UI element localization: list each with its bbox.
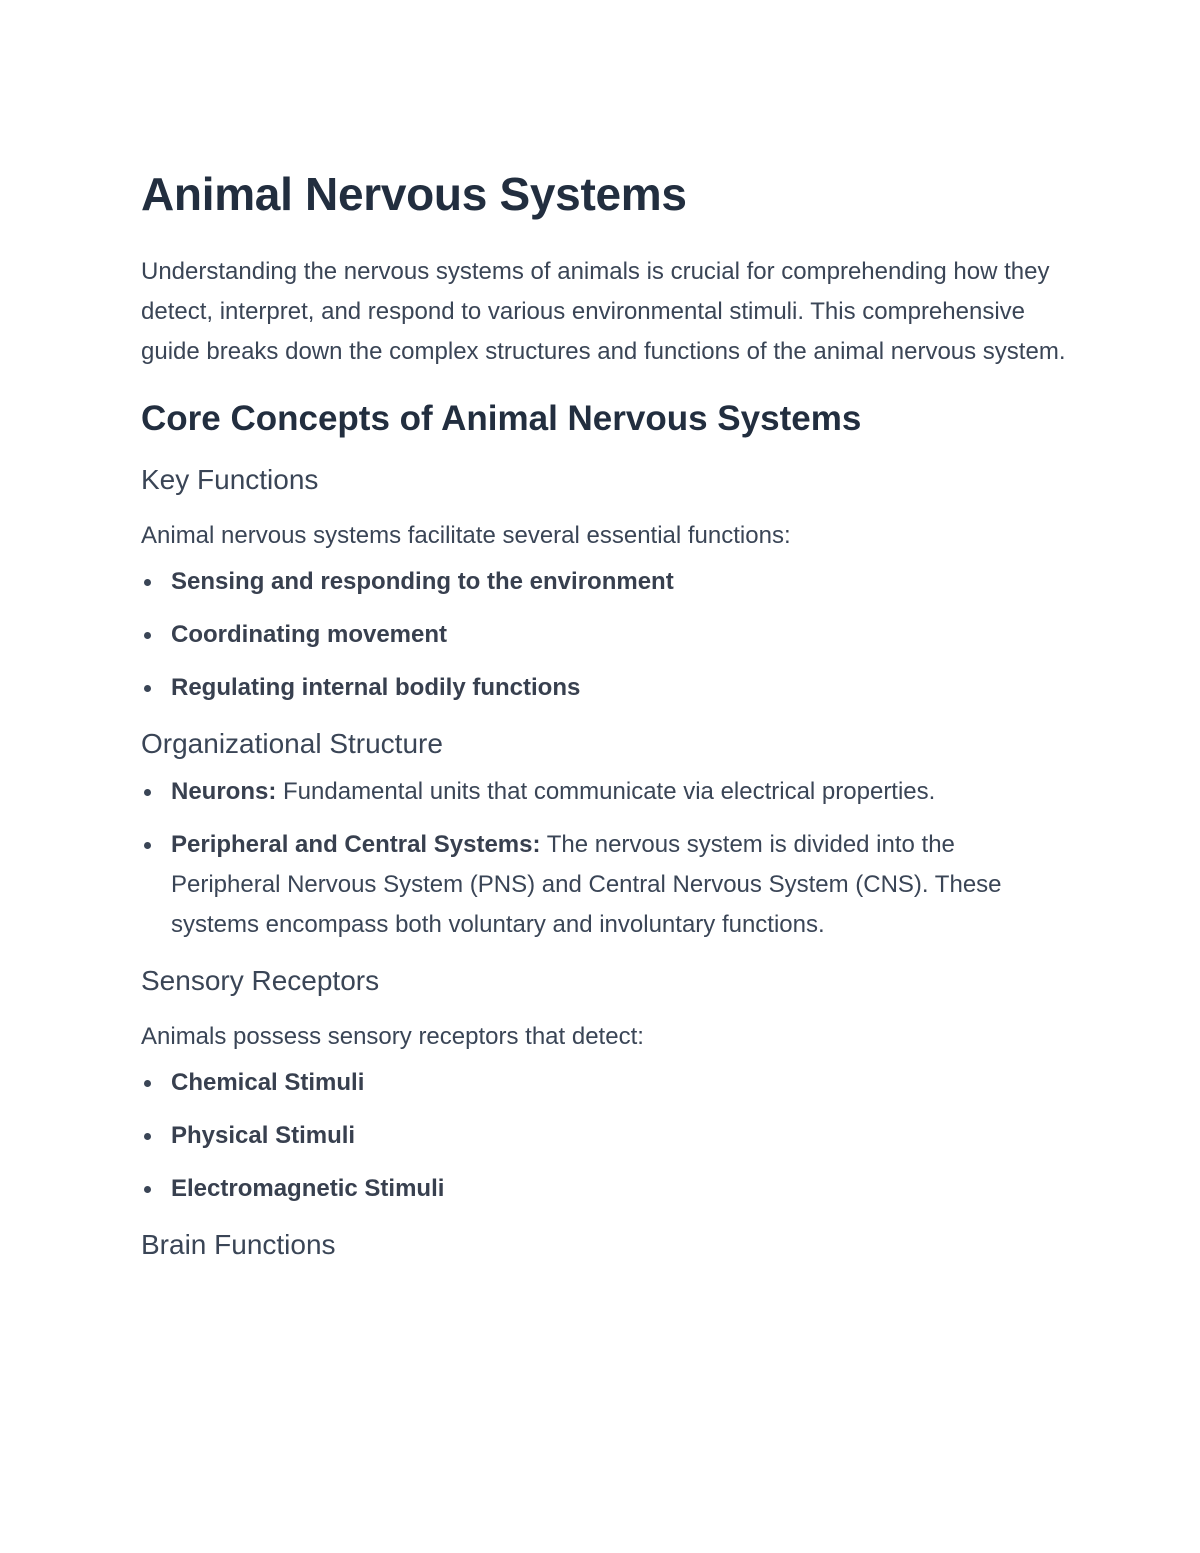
- list-item-text: Regulating internal bodily functions: [171, 674, 581, 701]
- list-item: [141, 825, 1041, 945]
- subheading-sensory-receptors: Sensory Receptors: [141, 965, 380, 996]
- list-item-text: Physical Stimuli: [171, 1122, 356, 1149]
- bullet-icon: [144, 1080, 151, 1087]
- key-functions-lead: Animal nervous systems facilitate several essential functions:: [141, 522, 791, 549]
- list-item: [141, 615, 1071, 655]
- bullet-icon: [144, 842, 151, 849]
- bullet-icon: [144, 579, 151, 586]
- subheading-organizational-structure: Organizational Structure: [141, 728, 443, 759]
- list-item-text: Chemical Stimuli: [171, 1069, 365, 1096]
- list-item-text: Electromagnetic Stimuli: [171, 1175, 445, 1202]
- sensory-receptors-lead: Animals possess sensory receptors that detect:: [141, 1023, 644, 1050]
- list-item-text: Coordinating movement: [171, 621, 448, 648]
- bullet-icon: [144, 1186, 151, 1193]
- list-item: [141, 1116, 1071, 1156]
- list-item-text: Sensing and responding to the environment: [171, 568, 674, 595]
- bullet-icon: [144, 632, 151, 639]
- bullet-icon: [144, 685, 151, 692]
- key-functions-list: [141, 562, 1071, 708]
- document-page: [141, 164, 1071, 1267]
- subheading-brain-functions: Brain Functions: [141, 1229, 336, 1260]
- list-item: [141, 1063, 1071, 1103]
- list-item-term: Neurons:: [171, 778, 277, 805]
- bullet-icon: [144, 1133, 151, 1140]
- list-item-text: The nervous system is divided into the Peripheral Nervous System (PNS) and Central Nervous System (CNS). These systems encompass both voluntary and involuntary functions.: [171, 831, 1002, 938]
- section-heading-core-concepts: Core Concepts of Animal Nervous Systems: [141, 399, 862, 438]
- page-title: Animal Nervous Systems: [141, 168, 687, 220]
- list-item: [141, 668, 1071, 708]
- list-item-term: Peripheral and Central Systems:: [171, 831, 541, 858]
- list-item: [141, 1169, 1071, 1209]
- intro-paragraph: Understanding the nervous systems of animals is crucial for comprehending how they detect, interpret, and respond to various environmental stimuli. This comprehensive guide breaks down the complex structures and functions of the animal nervous system.: [141, 258, 1066, 365]
- list-item: [141, 562, 1071, 602]
- list-item-text: Fundamental units that communicate via electrical properties.: [276, 778, 936, 805]
- organizational-structure-list: [141, 772, 1071, 945]
- subheading-key-functions: Key Functions: [141, 464, 319, 495]
- bullet-icon: [144, 789, 151, 796]
- list-item: [141, 772, 1071, 812]
- sensory-receptors-list: [141, 1063, 1071, 1209]
